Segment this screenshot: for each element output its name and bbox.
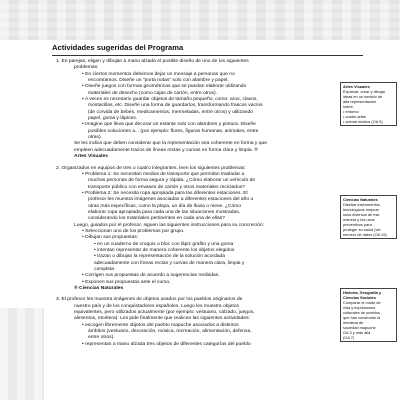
activity-line: • Dibujan sus propuestas: <box>82 235 139 241</box>
side-note-line: alta representación <box>343 99 377 104</box>
activity-line: 3. El profesor les muestra imágenes de objetos usados por los pueblos originarios de <box>56 297 243 303</box>
activity-line: mostacillas, etc. Diseñe una forma de guardarlos, transformando frascos vacíos <box>88 103 263 109</box>
activity-line: profesor les muestra imágenes asociadas a diferentes estaciones del año u <box>88 197 254 203</box>
activity-line: otras). <box>88 135 102 141</box>
activity-line: encontramos. Diseñe un "porta notas" solo con alambre y papel. <box>88 78 229 84</box>
activity-line: • intentan representar de manera coherente los objetos elegidos <box>94 247 235 253</box>
activity-line: • Problema 1: Se necesitan medios de transporte que permitan trasladar a <box>82 171 245 177</box>
activity-2 <box>52 166 334 293</box>
side-note-line: tecnológicos mejorar <box>343 207 379 212</box>
side-note-line: Diseñar instrumentos <box>343 202 380 207</box>
activity-line: (de corvida de bebés, medicamentos, mermeladas, entre otros) y utilizando <box>88 109 253 115</box>
activity-line: Artes Visuales <box>74 154 108 160</box>
activity-line: posibles soluciones a... (por ejemplo: flores, figuras humanas, animales, entre <box>88 128 259 134</box>
side-note-line: Comparar el modo de <box>343 300 381 305</box>
activity-line: • Exponen sus propuestas ante el curso. <box>82 279 171 285</box>
activity-line: Se les indica que deben considerar que la representación sea coherente en forma y que <box>74 141 267 147</box>
activity-line: problemas: <box>74 65 99 71</box>
activity-line: • en un cuaderno de croquis o bloc con lápiz grafito y una goma <box>94 241 234 247</box>
side-note-line: OA 3 y más allá <box>343 330 371 335</box>
activity-list <box>52 59 334 348</box>
side-note-title: Historia, Geografía y Ciencias Sociales <box>343 290 382 300</box>
side-note-line: (OA 7) <box>343 335 355 340</box>
activity-line: alimentos, etcétera). Les pide finalmente que realicen las siguientes actividades: <box>74 316 250 322</box>
side-note-line: preventivos para <box>343 222 372 227</box>
activity-line: • A veces es necesario guardar objetos de tamaño pequeño, como: aros, clavos, <box>82 97 258 103</box>
side-note-line: manera y los usos <box>343 217 375 222</box>
activity-line: • Imagine que lleva que decorar un estante solo con alambres y pintura. Diseñe <box>82 122 256 128</box>
side-note-line: sobre: <box>343 104 354 109</box>
activity-line: • Problema 2: Se necesita ropa apropiada para las diferentes estaciones. El <box>82 190 248 196</box>
side-note-line: • cuatro artes <box>343 114 366 119</box>
side-note-artes-visuales <box>340 82 397 126</box>
side-note-line: • animal mística (OA 3) <box>343 119 383 124</box>
activity-line: completa <box>94 267 115 272</box>
activity-line: materiales de desecho (como cajas de cartón, entre otros). <box>88 90 217 96</box>
side-note-line: usos diversos de ese <box>343 212 380 217</box>
side-note-line: mediana de <box>343 320 364 325</box>
side-note-line: proteger su salud (ver <box>343 227 381 232</box>
decorative-top-band <box>0 0 400 40</box>
activity-line: ® Ciencias Naturales <box>74 286 124 292</box>
side-note-title: Ciencias Naturales <box>343 197 378 202</box>
activity-line: 1. En parejas, eligen y dibujan a mano alzada el posible diseño de uno de los siguientes <box>56 59 249 64</box>
side-note-line: número de datos (OA 19) <box>343 232 387 237</box>
activity-line: Luego, guiados por el profesor, siguen las siguientes instrucciones para su concreción: <box>74 222 264 228</box>
activity-line: • Diseñe juegos con formas geométricas que se puedan elaborar utilizando <box>82 84 247 90</box>
activity-line: • trazan o dibujan la representación de la solución acordada <box>94 254 226 260</box>
activity-line: • escogen libremente objetos del pueblo mapuche asociados a distintos <box>82 322 239 328</box>
activity-line: • representan a mano alzada tres objetos de diferentes categorías del pueblo <box>82 341 251 347</box>
activity-line: entre otros). <box>88 335 115 341</box>
activity-1 <box>52 59 334 161</box>
activity-line: otras más específicas, como la playa, un día de lluvia o nieve. ¿Cómo <box>88 203 242 209</box>
page-title: Actividades sugeridas del Programa <box>52 43 184 52</box>
activity-line: papel, goma y lápices. <box>88 116 138 122</box>
activity-line: considerando los materiales pertinentes en cada una de ellas? <box>88 216 225 222</box>
activity-line: elaborar ropa apropiada para cada una de las situaciones mostradas, <box>88 209 241 215</box>
activity-line: nuestro país y de los conquistadores españoles. Luego les muestra objetos <box>74 303 239 309</box>
side-note-line: que han construido la <box>343 315 381 320</box>
title-divider <box>52 55 363 56</box>
activity-line: • En ciertos momentos debemos dejar un mensaje a personas que no <box>82 71 235 77</box>
side-note-line: sociedad mapuche <box>343 325 376 330</box>
activity-line: ámbitos (vestuario, decoración, música, recreación, alimentación, defensa, <box>88 329 252 335</box>
activity-line: muchas personas de forma segura y rápida. ¿Cómo elaborar un vehículo de <box>88 178 256 184</box>
side-note-line: vida y expresiones <box>343 305 376 310</box>
side-note-line: • entorno <box>343 109 359 114</box>
activity-line: 2. Organizados en equipos de tres o cuatro integrantes, leen los siguientes problemas: <box>56 165 246 171</box>
activity-line: • Corrigen sus propuestas de acuerdo a sugerencias recibidas. <box>82 273 220 279</box>
decorative-bottom-band <box>0 308 44 400</box>
side-note-line: culturales de pueblos <box>343 310 380 315</box>
activity-line: transporte público con envases de cartón y otros materiales reciclados? <box>88 184 245 190</box>
side-note-line: Expresar, crear y dibujar <box>343 89 386 94</box>
side-note-ciencias-naturales <box>340 195 397 239</box>
activity-line: empleen adecuadamente trazos de líneas rectas y curvas en forma clara y limpia. ® <box>74 147 258 153</box>
side-note-line: ideas en un sentido de <box>343 94 383 99</box>
activity-line: adecuadamente con líneas rectas y curvas de manera clara, limpia y <box>94 260 245 266</box>
activity-3 <box>52 297 334 348</box>
side-note-historia <box>340 288 397 342</box>
side-note-title: Artes Visuales <box>343 84 370 89</box>
activity-line: • Seleccionan uno de los problemas por grupo. <box>82 228 185 234</box>
activity-line: equivalentes, pero utilizados actualmente (por ejemplo: vestuario, calzado, juegos, <box>74 310 255 316</box>
